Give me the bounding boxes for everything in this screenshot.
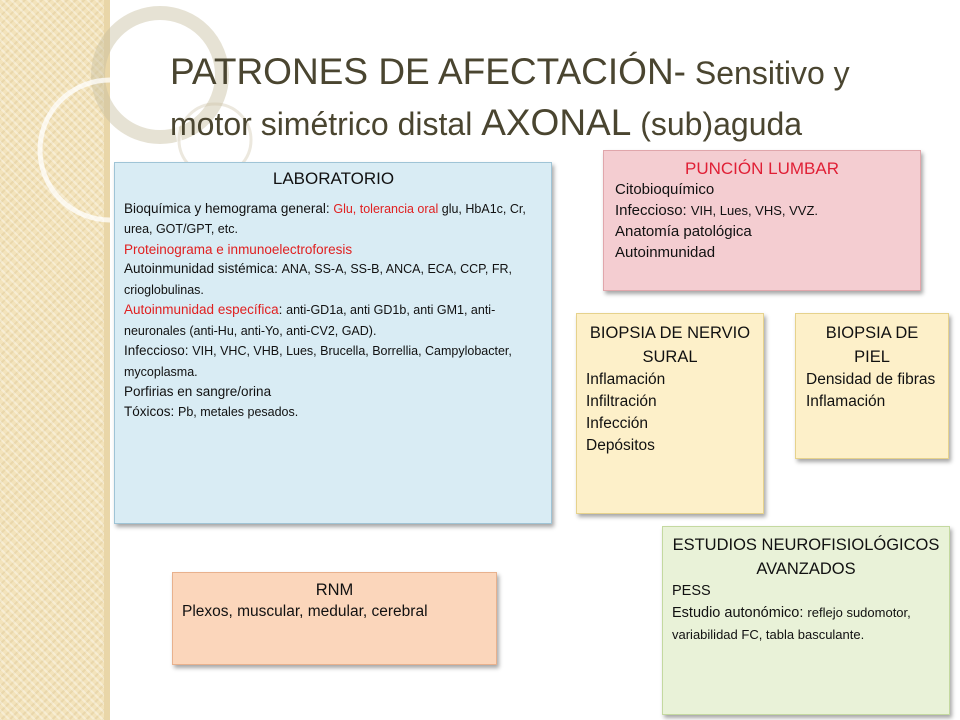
lab-line-toxicos: Tóxicos: Pb, metales pesados. xyxy=(124,403,299,419)
title-bold-part: AXONAL xyxy=(481,102,632,143)
biopsia-nervio-item: Infiltración xyxy=(586,393,657,410)
title-part: Sensitivo y xyxy=(686,55,850,91)
title-part: motor simétrico distal xyxy=(170,106,482,142)
lab-line-bioquimica: Bioquímica y hemograma general: Glu, tolerancia oral glu, HbA1c, Cr, urea, GOT/GPT, etc. xyxy=(124,200,526,236)
biopsia-nervio-item: Infección xyxy=(586,415,649,432)
puncion-line: Infeccioso: VIH, Lues, VHS, VVZ. xyxy=(615,202,819,219)
lab-line-autoinmunidad-especifica: Autoinmunidad específica: anti-GD1a, anti GD1b, anti GM1, anti-neuronales (anti-Hu, anti-Yo, anti-CV2, GAD). xyxy=(124,302,496,338)
estudios-line: PESS xyxy=(672,583,711,599)
biopsia-piel-item: Inflamación xyxy=(806,393,886,410)
slide-title xyxy=(170,50,930,152)
biopsia-nervio-item: Inflamación xyxy=(586,371,666,388)
title-part: (sub)aguda xyxy=(631,106,803,142)
puncion-line: Anatomía patológica xyxy=(615,223,752,240)
laboratorio-box xyxy=(114,162,552,524)
puncion-line: Autoinmunidad xyxy=(615,244,716,261)
rnm-header: RNM xyxy=(315,581,354,599)
rnm-box xyxy=(172,572,497,665)
laboratorio-header: LABORATORIO xyxy=(272,169,395,188)
lab-line-infeccioso: Infeccioso: VIH, VHC, VHB, Lues, Brucella, Borrellia, Campylobacter, mycoplasma. xyxy=(124,343,512,379)
title-bold-part: PATRONES DE AFECTACIÓN- xyxy=(170,51,686,92)
biopsia-piel-item: Densidad de fibras xyxy=(806,371,936,388)
biopsia-nervio-item: Depósitos xyxy=(586,437,655,454)
puncion-line: Citobioquímico xyxy=(615,181,715,198)
estudios-line: Estudio autonómico: reflejo sudomotor, variabilidad FC, tabla basculante. xyxy=(672,605,911,642)
estudios-header: ESTUDIOS NEUROFISIOLÓGICOS AVANZADOS xyxy=(672,536,940,578)
biopsia-nervio-box xyxy=(576,313,764,514)
biopsia-piel-box xyxy=(795,313,949,459)
puncion-lumbar-box xyxy=(603,150,921,291)
rnm-line: Plexos, muscular, medular, cerebral xyxy=(182,603,428,620)
biopsia-piel-header: BIOPSIA DE PIEL xyxy=(825,324,919,366)
puncion-lumbar-header: PUNCIÓN LUMBAR xyxy=(685,159,839,178)
biopsia-nervio-header: BIOPSIA DE NERVIO SURAL xyxy=(589,324,751,366)
estudios-neurofisiologicos-box xyxy=(662,526,950,715)
lab-line-porfirias: Porfirias en sangre/orina xyxy=(124,384,272,399)
lab-line-autoinmunidad-sistemica: Autoinmunidad sistémica: ANA, SS-A, SS-B, ANCA, ECA, CCP, FR, crioglobulinas. xyxy=(124,261,512,297)
lab-line-proteinograma: Proteinograma e inmunoelectroforesis xyxy=(124,241,353,257)
